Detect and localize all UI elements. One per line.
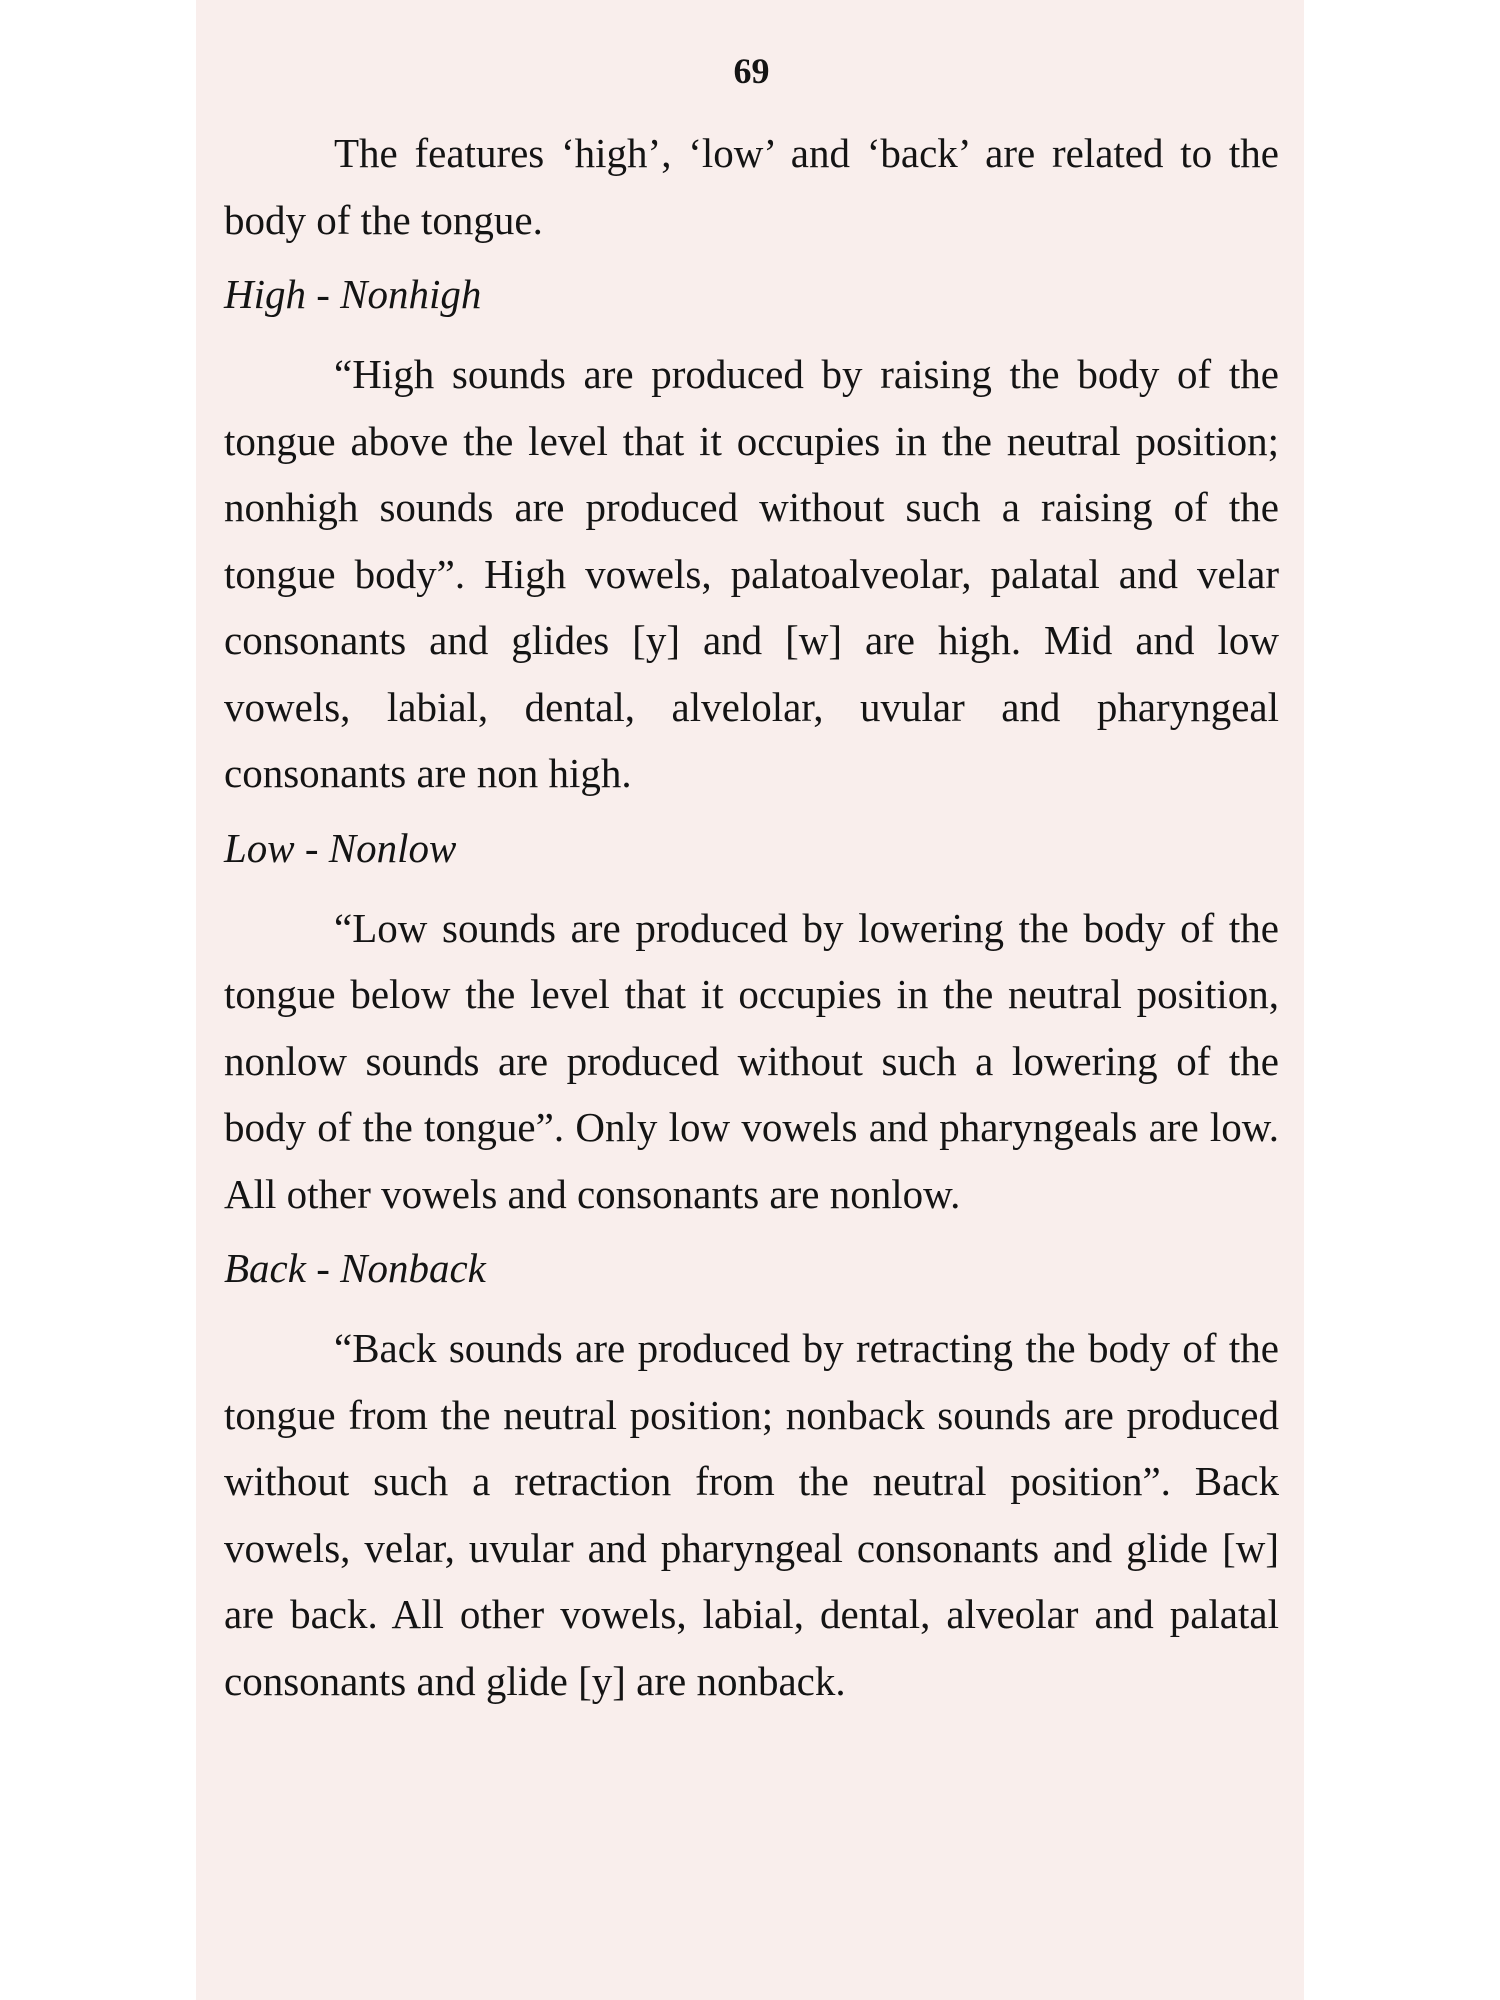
- page-content: [224, 50, 1279, 1714]
- intro-paragraph: The features ‘high’, ‘low’ and ‘back’ are related to the body of the tongue.: [224, 130, 1279, 243]
- page-number: 69: [733, 51, 770, 91]
- section-text-back: “Back sounds are produced by retracting the body of the tongue from the neutral position; nonback sounds are produced without such a retraction from the neutral position”. Back vowels, velar, uvular and pharyngeal consonants and glide [w] are back. All other vowels, labial, dental, alveolar and palatal consonants and glide [y] are nonback.: [224, 1325, 1279, 1704]
- section-heading-back: Back - Nonback: [224, 1245, 486, 1291]
- section-heading-high: High - Nonhigh: [224, 271, 482, 317]
- book-page: [196, 0, 1304, 2000]
- section-heading-low: Low - Nonlow: [224, 824, 457, 871]
- section-text-high: “High sounds are produced by raising the body of the tongue above the level that it occupies in the neutral position; nonhigh sounds are produced without such a raising of the tongue body”. High vowels, palatoalveolar, palatal and velar consonants and glides [y] and [w] are high. Mid and low vowels, labial, dental, alvelolar, uvular and pharyngeal consonants are non high.: [224, 351, 1279, 796]
- section-text-low: “Low sounds are produced by lowering the body of the tongue below the level that it occupies in the neutral position, nonlow sounds are produced without such a lowering of the body of the tongue”. Only low vowels and pharyngeals are low. All other vowels and consonants are nonlow.: [224, 904, 1279, 1217]
